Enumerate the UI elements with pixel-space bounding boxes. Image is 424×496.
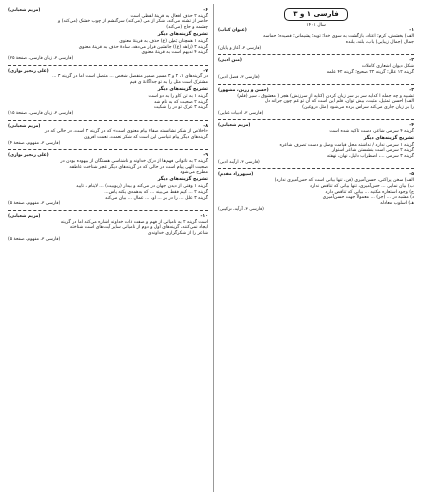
answer-line: ایجاد نمی‌کنند، گزینه‌های اول و دوم از نامیانی سایر آیت‌های است شناخته	[69, 225, 208, 231]
answer-tag: (مریم شعبانی)	[8, 8, 41, 13]
answer-line: جمال (جمال زیبایی) باب، بلند، بلنده	[345, 39, 414, 45]
answer-tag: (متن ادبی)	[218, 58, 242, 64]
answer-number: ۱۰-	[200, 213, 208, 219]
answer-line: در گزینه‌های ۱، ۲ و ۳ مسیر ضمیر منفصل شخص ... متصل است اما در گزینه ۳ ...	[52, 74, 208, 80]
answer-tag: (مریم شعبانی)	[218, 123, 251, 129]
answer-source: (فارسی ۳، مفهوم، صفحهٔ ۵)	[8, 236, 61, 242]
answer-line: شکل دیوان اشعاری کاملات	[361, 63, 414, 69]
answer-tag: (علی زنجیر نوازی)	[8, 153, 49, 159]
answer-number: ۴-	[409, 123, 414, 129]
answer-line: مطرح می‌شود	[180, 170, 208, 176]
answer-line: گزینه ۱۲ علل؛ گزینه ۲۲ صحیح؛ گزینه ۴۲ علمه	[326, 69, 414, 75]
answer-line: گزینه‌های دیگر پیام تنیاسی این است که شکر نعمت، نعمت افزون	[84, 134, 208, 140]
answer-9	[8, 153, 208, 207]
answer-2	[218, 58, 414, 81]
answer-tag: (حسن و زرین، مشهور)	[218, 87, 269, 93]
answer-line: گزینه ۴ سرمی شاعر، دست تاکید شده است	[329, 128, 414, 134]
answer-number: ۹-	[203, 153, 208, 159]
answer-line: الف) بخشش، کرم؛ اعتاد، بازگشت به سوی خدا؛ توبه؛ پشیمانی؛ قصیده؛ حماسه	[263, 34, 414, 40]
section-subheading: تشریح گزینه‌های دیگر	[157, 31, 208, 37]
answer-line: چشمه و حاج (می‌کند)	[166, 25, 208, 31]
answer-item: گزینه ۱ وقتی از دیدن جهان در می‌کند و بیدار (ربوبیت) ... لاینام ، تایید	[76, 184, 208, 190]
answer-item: گزینه ۲ صحبت که به نام شد	[153, 99, 208, 105]
answer-8	[8, 124, 208, 147]
answer-number: ۳-	[409, 87, 414, 93]
answer-source: (فارسی ۳، فضل ادبی)	[218, 75, 260, 81]
answer-number: ۱-	[409, 28, 414, 34]
answer-10	[8, 214, 208, 242]
answer-tag: (مریم شعبانی)	[8, 123, 41, 129]
answer-5	[218, 172, 414, 212]
answer-4	[218, 123, 414, 165]
page-header	[218, 8, 414, 28]
answer-item: گزینه ۱ سرمی ندارد / نداشته محل قیامت وصل و دست تصرف شاعره	[279, 142, 414, 148]
answer-tag: (سپهرزاد مقدم)	[218, 172, 254, 178]
answer-tag: (عنوان کتاب)	[218, 28, 247, 34]
page-subtitle: سال ۱۴۰۱	[306, 22, 326, 28]
dashed-divider	[8, 149, 208, 150]
answer-item: گزینه ۱ همچنان بَطِن (ع) حذف به قرینهٔ معنوی	[119, 38, 208, 44]
answer-line: هـ) اسلوب معادله	[380, 201, 414, 207]
answer-line: حاضر از تشنه می‌کند، شکر از می (می‌کند) سرگنشم از چوب خشک (می‌کند) و	[58, 19, 208, 25]
answer-item: گزینه ۲ سرمی است بنشستن شاعر استوار	[331, 148, 414, 154]
dashed-divider	[218, 54, 414, 55]
dashed-divider	[218, 84, 414, 85]
answer-item: گزینه ۳ سرمی ...، اضطراب دلیل، نهان، نهفته	[326, 154, 414, 160]
answer-line: ج) وجود استعاره مکنیه ... بیانی که تناقض دارد	[325, 189, 414, 195]
section-subheading: تشریح گزینه‌های دیگر	[157, 86, 208, 92]
answer-source: (فارسی ۳، ارآیند ادبی)	[218, 159, 260, 165]
answer-source: (فارسی ۳، آغاز و پایان)	[218, 45, 262, 51]
answer-source: (فارسی ۳، مفهوم، صفحهٔ ۴)	[8, 140, 61, 146]
column-divider	[213, 4, 214, 492]
answer-line: است گزینه ۲ به نامیاتی از فهم و صفت ذات خداوند اشاره می‌کند اما در گزینه	[60, 219, 208, 225]
answer-line: شاعر را از شکرگزاری خداوندی	[147, 231, 208, 237]
answer-line: الف) احسن تمثیل، مثبت، بیش توان، قلم این است که آن تو غم چون جرانه دل	[264, 99, 414, 105]
answer-tag: (مریم شعبانی)	[8, 213, 41, 219]
answer-line: صحبت الهی پیام است در حالی که در گزینه‌های دیگر عجز شناخت عاطفه	[69, 164, 208, 170]
left-column	[8, 8, 208, 488]
answer-source: (فارسی ۳، زبان فارسی، صفحهٔ ۱۵)	[8, 111, 74, 117]
answer-source: (فارسی ۳، ادبیات غنایی)	[218, 110, 264, 116]
dashed-divider	[218, 119, 414, 120]
answer-item: گزینه ۱ به تن کاو را به دو است	[148, 93, 208, 99]
answer-line: د) مشبه در ... (جز) ... معمولاً جهت حسن‌آمیزی	[322, 195, 414, 201]
answer-line: گزینه ۲ حذف افعال به قرینهٔ لفظی است	[130, 13, 208, 19]
answer-line: گزینه ۲ به ناتوانی فهم‌ها از درک خداوند و ناشناسی هستگان از بیهوده بودن در	[60, 158, 208, 164]
answer-number: ۵-	[409, 172, 414, 178]
answer-number: ۲-	[409, 58, 414, 64]
answer-tag: (علی زنجیر نوازی)	[8, 68, 49, 74]
right-column	[218, 8, 414, 488]
answer-1	[218, 28, 414, 51]
answer-number: ۸-	[203, 123, 208, 129]
answer-line: تشبیه و چه جمله ا کدایه سر بر سر زبان کردن (کنایه از سرزنش) هجر ( معشوق ، سیر (قلم)	[237, 93, 414, 99]
answer-line: را بر زبان جاری می‌کند سراس برده می‌شود (مثل دروغین)	[302, 104, 414, 110]
answer-3	[218, 88, 414, 116]
section-subheading: تشریح گزینه‌های دیگر	[157, 177, 208, 183]
answer-number: ۷-	[203, 68, 208, 74]
answer-item: گزینه ۳ (زاهد (ع)) جانشین قرار می‌دهد، سادهٔ حذف به قرینهٔ معنوی	[78, 44, 208, 50]
dashed-divider	[8, 120, 208, 121]
answer-item: گزینه ۲ ... کیم فقط می‌بیند ... که به‌همه‌ی یکنه پاس...	[104, 189, 208, 195]
answer-source: (فارسی ۳، مفهوم، صفحهٔ ۵)	[8, 201, 61, 207]
answer-item: گزینه ۳ عرک تو در را شکیت	[153, 105, 208, 111]
answer-6	[8, 8, 208, 62]
answer-number: ۶-	[203, 8, 208, 13]
answer-7	[8, 69, 208, 117]
section-subheading: تشریح گزینه‌های دیگر	[363, 135, 414, 141]
dashed-divider	[8, 65, 208, 66]
page-title: فارسی ۱ و ۳	[284, 8, 347, 21]
answer-item: گزینه ۳ علل ... را در بر ... او، ... عمال ... بیان می‌کند	[105, 195, 208, 201]
answer-line: الف) سخن پراکنی، حسن‌آمیزی (فن، تنها بیانی است که حس‌آمیزی ندارد)	[274, 178, 414, 184]
answer-line: ب) بیان نمایی ... حس‌آمیزی، تنها بیانی که تناقض ندارد	[309, 183, 414, 189]
answer-line: «اخلاص از شکر نشانسته صفاء بیام معنوی است» که در گزینه ۲ است، در حالی که در	[44, 129, 208, 135]
answer-source: (فارسی ۳، زبان فارسی، صفحهٔ ۲۵)	[8, 56, 74, 62]
answer-source: (فارسی ۳، آرآیه، ترکیبی)	[218, 206, 264, 212]
dashed-divider	[8, 210, 208, 211]
dashed-divider	[218, 168, 414, 169]
answer-item: گزینه ۴ ندیهم است به قرینهٔ معنوی	[141, 50, 208, 56]
answer-line: مشترک است مثل را به تو جداگانهٔ ی قیم	[129, 80, 208, 86]
